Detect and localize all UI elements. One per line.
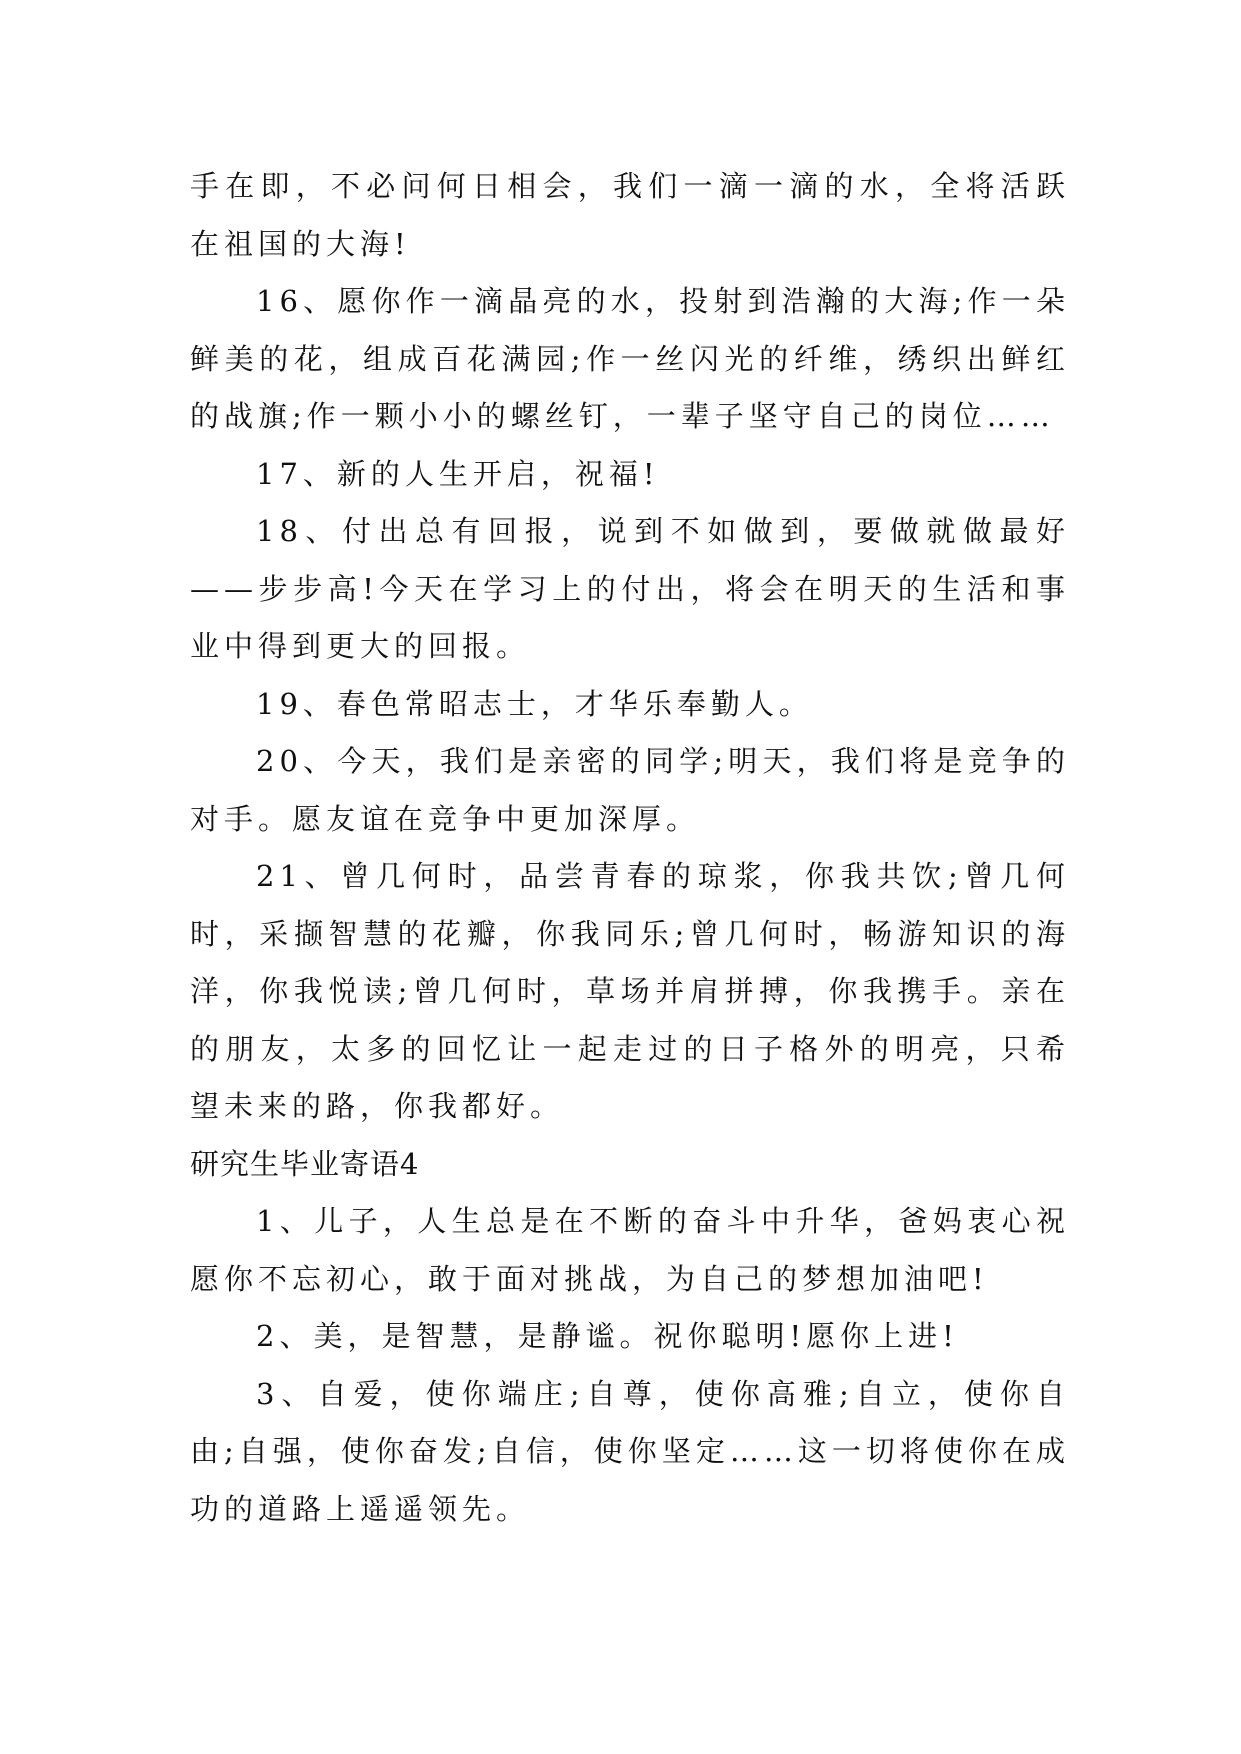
paragraph-item-1: 1、儿子，人生总是在不断的奋斗中升华，爸妈衷心祝愿你不忘初心，敢于面对挑战，为自己的梦想加油吧! — [190, 1204, 1070, 1296]
paragraph-item-17: 17、新的人生开启，祝福! — [256, 456, 660, 491]
document-body — [190, 158, 1070, 1538]
paragraph-continuation: 手在即，不必问何日相会，我们一滴一滴的水，全将活跃在祖国的大海! — [190, 169, 1070, 261]
paragraph-item-19: 19、春色常昭志士，才华乐奉勤人。 — [256, 686, 813, 721]
section-heading: 研究生毕业寄语4 — [190, 1146, 420, 1181]
paragraph-item-20: 20、今天，我们是亲密的同学;明天，我们将是竞争的对手。愿友谊在竞争中更加深厚。 — [190, 744, 1070, 836]
paragraph-item-18: 18、付出总有回报，说到不如做到，要做就做最好——步步高!今天在学习上的付出，将会在明天的生活和事业中得到更大的回报。 — [190, 514, 1070, 663]
paragraph-item-16: 16、愿你作一滴晶亮的水，投射到浩瀚的大海;作一朵鲜美的花，组成百花满园;作一丝闪光的纤维，绣织出鲜红的战旗;作一颗小小的螺丝钉，一辈子坚守自己的岗位…… — [190, 284, 1070, 433]
paragraph-item-3: 3、自爱，使你端庄;自尊，使你高雅;自立，使你自由;自强，使你奋发;自信，使你坚定……这一切将使你在成功的道路上遥遥领先。 — [190, 1376, 1070, 1526]
paragraph-item-2: 2、美，是智慧，是静谧。祝你聪明!愿你上进! — [256, 1319, 959, 1353]
paragraph-item-21: 21、曾几何时，品尝青春的琼浆，你我共饮;曾几何时，采撷智慧的花瓣，你我同乐;曾几何时，畅游知识的海洋，你我悦读;曾几何时，草场并肩拼搏，你我携手。亲在的朋友，太多的回忆让一起走过的日子格外的明亮，只希望未来的路，你我都好。 — [190, 859, 1070, 1123]
